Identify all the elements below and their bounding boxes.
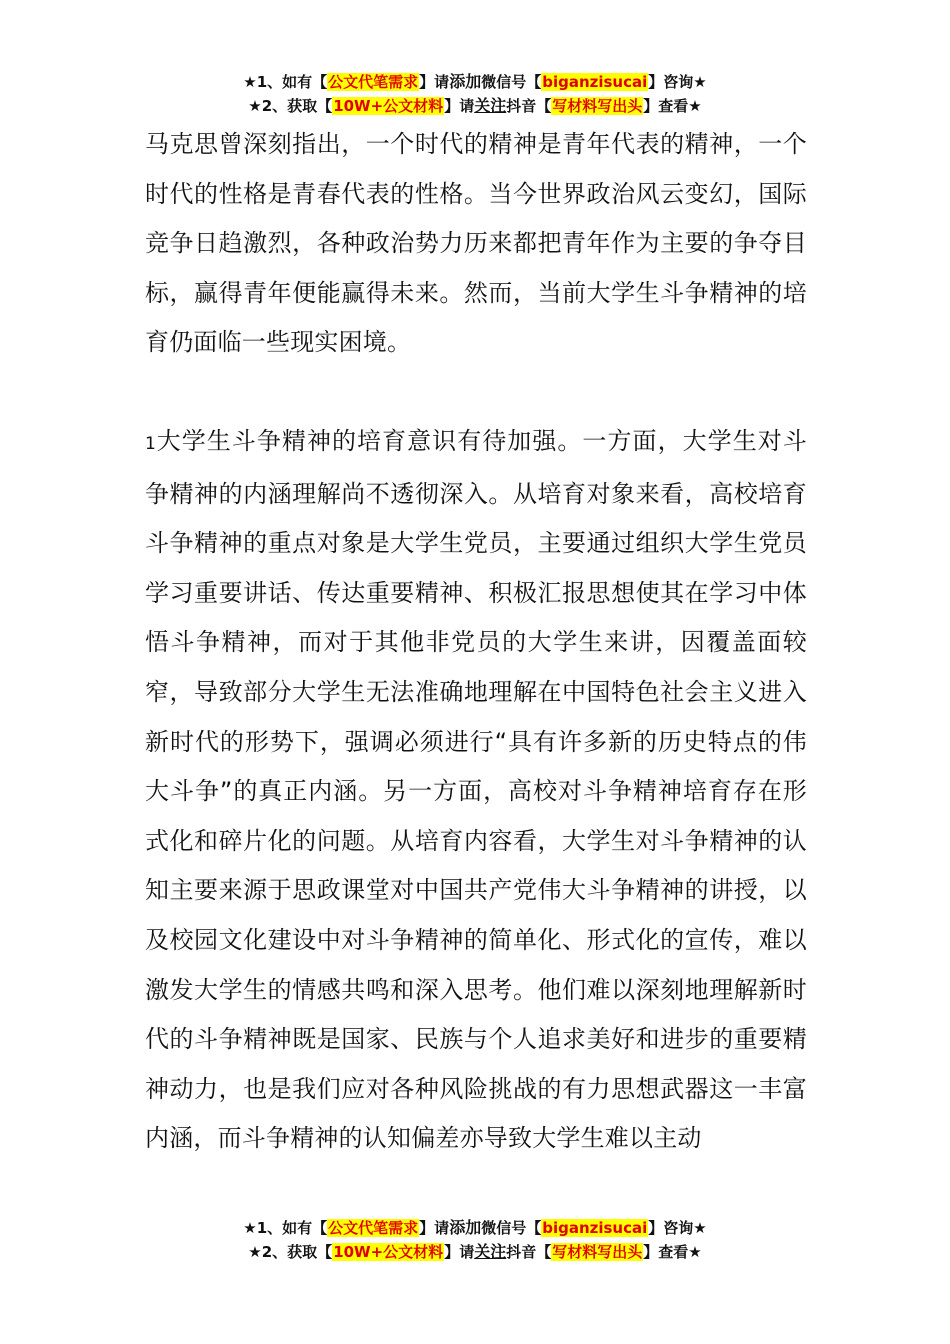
banner-line-2 <box>0 1240 950 1264</box>
paragraph-gap <box>145 368 807 417</box>
banner-text: ★1、如有【 <box>243 1219 328 1237</box>
footer-banner <box>0 1216 950 1264</box>
paragraph-text: 大学生斗争精神的培育意识有待加强。一方面，大学生对斗争精神的内涵理解尚不透彻深入。从培育对象来看，高校培育斗争精神的重点对象是大学生党员，主要通过组织大学生党员学习重要讲话、传达重要精神、积极汇报思想使其在学习中体悟斗争精神，而对于其他非党员的大学生来讲，因覆盖面较窄，导致部分大学生无法准确地理解在中国特色社会主义进入新时代的形势下，强调必须进行“具有许多新的历史特点的伟大斗争”的真正内涵。另一方面，高校对斗争精神培育存在形式化和碎片化的问题。从培育内容看，大学生对斗争精神的认知主要来源于思政课堂对中国共产党伟大斗争精神的讲授，以及校园文化建设中对斗争精神的简单化、形式化的宣传，难以激发大学生的情感共鸣和深入思考。他们难以深刻地理解新时代的斗争精神既是国家、民族与个人追求美好和进步的重要精神动力，也是我们应对各种风险挑战的有力思想武器这一丰富内涵，而斗争精神的认知偏差亦导致大学生难以主动 <box>145 426 807 1153</box>
document-body <box>145 120 807 1164</box>
banner-text: 微信号【 <box>481 73 542 91</box>
banner-text: 微信号【 <box>481 1219 542 1237</box>
highlight-service: 公文代笔需求 <box>328 73 419 91</box>
banner-text: 】查看★ <box>643 1243 702 1261</box>
highlight-wechat-id: biganzisucai <box>542 73 648 91</box>
highlight-douyin-account: 写材料写出头 <box>552 97 643 115</box>
highlight-materials: 10W+公文材料 <box>333 97 444 115</box>
banner-text: 】请 <box>419 73 450 91</box>
banner-emphasis: 添加 <box>449 72 482 91</box>
banner-text: 抖音【 <box>506 97 552 115</box>
highlight-douyin-account: 写材料写出头 <box>552 1243 643 1261</box>
banner-line-1 <box>0 70 950 94</box>
banner-text: 】请 <box>444 97 475 115</box>
banner-text: 】请 <box>444 1243 475 1261</box>
highlight-wechat-id: biganzisucai <box>542 1219 648 1237</box>
banner-text: 】请 <box>419 1219 450 1237</box>
banner-text: 】查看★ <box>643 97 702 115</box>
banner-line-2 <box>0 94 950 118</box>
banner-text: 】咨询★ <box>648 1219 707 1237</box>
header-banner <box>0 70 950 118</box>
highlight-service: 公文代笔需求 <box>328 1219 419 1237</box>
paragraph-intro: 马克思曾深刻指出，一个时代的精神是青年代表的精神，一个时代的性格是青春代表的性格。当今世界政治风云变幻，国际竞争日趋激烈，各种政治势力历来都把青年作为主要的争夺目标，赢得青年便能赢得未来。然而，当前大学生斗争精神的培育仍面临一些现实困境。 <box>145 130 807 357</box>
banner-line-1 <box>0 1216 950 1240</box>
paragraph-section-1 <box>145 417 807 1164</box>
banner-text: ★1、如有【 <box>243 73 328 91</box>
banner-text: ★2、获取【 <box>248 97 333 115</box>
banner-text: 抖音【 <box>506 1243 552 1261</box>
banner-text: ★2、获取【 <box>248 1243 333 1261</box>
banner-emphasis: 关注 <box>474 96 507 115</box>
banner-emphasis: 关注 <box>474 1242 507 1261</box>
banner-text: 】咨询★ <box>648 73 707 91</box>
banner-emphasis: 添加 <box>449 1218 482 1237</box>
section-number: 1 <box>145 433 156 454</box>
highlight-materials: 10W+公文材料 <box>333 1243 444 1261</box>
